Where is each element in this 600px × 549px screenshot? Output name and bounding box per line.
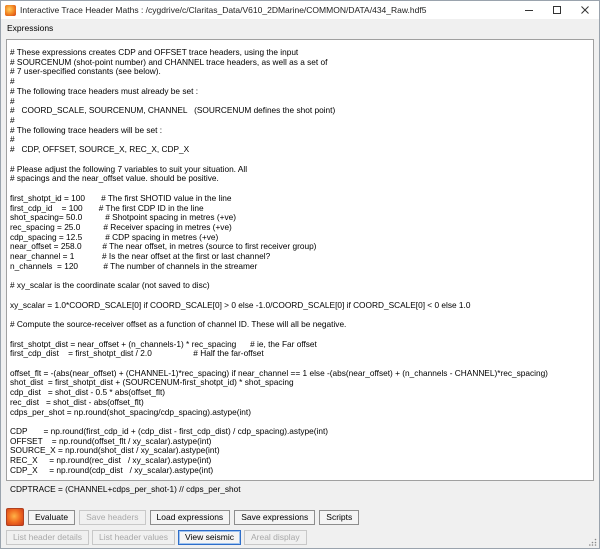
code-line: near_channel = 1 # Is the near offset at the first or last channel? xyxy=(10,251,271,262)
code-line: shot_dist = first_shotpt_dist + (SOURCENUM-first_shotpt_id) * shot_spacing xyxy=(10,377,294,388)
code-line: CDPTRACE = (CHANNEL+cdps_per_shot-1) // cdps_per_shot xyxy=(10,484,241,495)
code-line: n_channels = 120 # The number of channels in the streamer xyxy=(10,260,258,271)
app-logo-icon xyxy=(5,5,16,16)
code-line: # Please adjust the following 7 variables to suit your situation. All xyxy=(10,163,248,174)
code-line: # COORD_SCALE, SOURCENUM, CHANNEL (SOURCENUM defines the shot point) xyxy=(10,105,336,116)
code-line: REC_X = np.round(rec_dist / xy_scalar).astype(int) xyxy=(10,455,212,466)
menu-expressions[interactable]: Expressions xyxy=(7,23,54,33)
window-title: Interactive Trace Header Maths : /cygdrive/c/Claritas_Data/V610_2DMarine/COMMON/DATA/434_Raw.hdf5 xyxy=(20,5,427,15)
code-line: xy_scalar = 1.0*COORD_SCALE[0] if COORD_SCALE[0] > 0 else -1.0/COORD_SCALE[0] if COORD_SCALE[0] < 0 else 1.0 xyxy=(10,299,471,310)
code-line: # spacings and the near_offset value. should be positive. xyxy=(10,173,219,184)
save-expressions-button[interactable]: Save expressions xyxy=(234,510,315,525)
code-line: cdp_spacing = 12.5 # CDP spacing in metres (+ve) xyxy=(10,231,219,242)
code-line: # xyxy=(10,134,15,145)
list-header-values-button[interactable]: List header values xyxy=(92,530,175,545)
minimize-icon xyxy=(524,5,534,15)
code-line: cdp_dist = shot_dist - 0.5 * abs(offset_flt) xyxy=(10,387,166,398)
toolbar-row-secondary xyxy=(6,530,310,545)
window-controls xyxy=(515,1,599,19)
code-line: first_cdp_dist = first_shotpt_dist / 2.0 # Half the far-offset xyxy=(10,348,264,359)
code-line: # These expressions creates CDP and OFFSET trace headers, using the input xyxy=(10,47,299,57)
code-line: CDP_X = np.round(cdp_dist / xy_scalar).astype(int) xyxy=(10,464,214,475)
maximize-icon xyxy=(552,5,562,15)
expression-editor[interactable] xyxy=(6,39,594,495)
bottom-toolbar xyxy=(1,504,599,548)
app-logo-icon[interactable] xyxy=(6,508,24,526)
code-line: CDP = np.round(first_cdp_id + (cdp_dist - first_cdp_dist) / cdp_spacing).astype(int) xyxy=(10,426,329,437)
code-line: # 7 user-specified constants (see below). xyxy=(10,66,161,77)
resize-grip-icon[interactable] xyxy=(589,538,597,546)
code-line: # SOURCENUM (shot-point number) and CHANNEL trace headers, as well as a set of xyxy=(10,56,328,67)
code-line: cdps_per_shot = np.round(shot_spacing/cdp_spacing).astype(int) xyxy=(10,406,251,417)
list-header-details-button[interactable]: List header details xyxy=(6,530,89,545)
code-line: # CDP, OFFSET, SOURCE_X, REC_X, CDP_X xyxy=(10,144,190,155)
code-line: rec_dist = shot_dist - abs(offset_flt) xyxy=(10,396,144,407)
toolbar-row-primary xyxy=(6,508,363,526)
save-headers-button[interactable]: Save headers xyxy=(79,510,145,525)
code-line: rec_spacing = 25.0 # Receiver spacing in metres (+ve) xyxy=(10,221,232,232)
code-line: # The following trace headers must already be set : xyxy=(10,85,199,96)
maximize-button[interactable] xyxy=(543,1,571,19)
minimize-button[interactable] xyxy=(515,1,543,19)
evaluate-button[interactable]: Evaluate xyxy=(28,510,75,525)
code-line: # Compute the source-receiver offset as a function of channel ID. These will all be negative. xyxy=(10,319,347,330)
expression-text[interactable] xyxy=(7,40,593,495)
load-expressions-button[interactable]: Load expressions xyxy=(150,510,231,525)
code-line: # xy_scalar is the coordinate scalar (not saved to disc) xyxy=(10,280,210,291)
code-line: shot_spacing= 50.0 # Shotpoint spacing in metres (+ve) xyxy=(10,212,236,223)
close-icon xyxy=(580,5,590,15)
code-line: near_offset = 258.0 # The near offset, in metres (source to first receiver group) xyxy=(10,241,317,252)
areal-display-button[interactable]: Areal display xyxy=(244,530,307,545)
code-line: # xyxy=(10,76,15,87)
code-line: # xyxy=(10,115,15,126)
menu-bar xyxy=(1,20,599,36)
code-line: # xyxy=(10,95,15,106)
close-button[interactable] xyxy=(571,1,599,19)
code-line: OFFSET = np.round(offset_flt / xy_scalar).astype(int) xyxy=(10,435,212,446)
code-line: first_shotpt_dist = near_offset + (n_channels-1) * rec_spacing # ie, the Far offset xyxy=(10,338,317,349)
code-line: first_shotpt_id = 100 # The first SHOTID value in the line xyxy=(10,192,232,203)
code-line: # The following trace headers will be set : xyxy=(10,124,163,135)
scripts-button[interactable]: Scripts xyxy=(319,510,359,525)
view-seismic-button[interactable]: View seismic xyxy=(178,530,241,545)
code-line: SOURCE_X = np.round(shot_dist / xy_scalar).astype(int) xyxy=(10,445,220,456)
code-line: offset_flt = -(abs(near_offset) + (CHANNEL-1)*rec_spacing) if near_channel == 1 else -(abs(near_offset) + (n_channels - CHANNEL)*rec_spacing) xyxy=(10,367,548,378)
title-bar[interactable] xyxy=(1,1,599,19)
code-line: first_cdp_id = 100 # The first CDP ID in the line xyxy=(10,202,204,213)
